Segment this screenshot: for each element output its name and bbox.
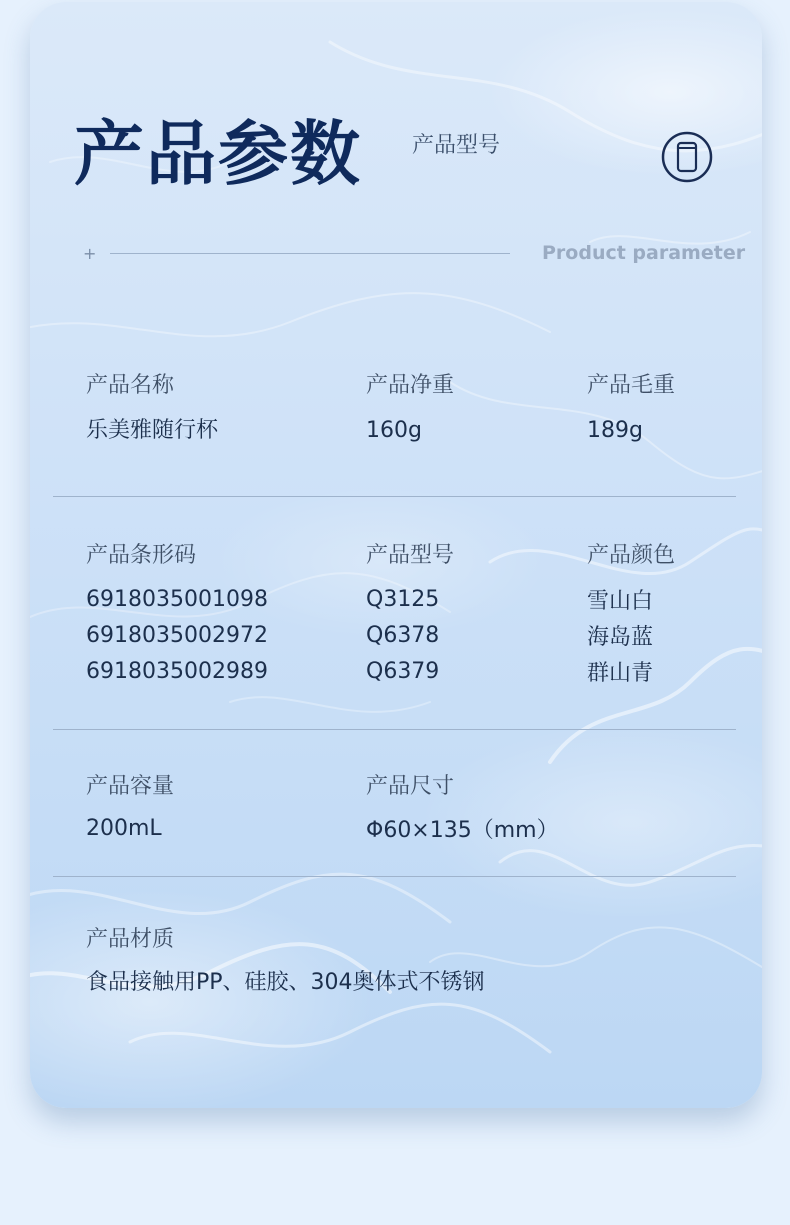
color-value: 群山青 bbox=[587, 661, 654, 686]
plus-mark: + bbox=[83, 244, 97, 263]
net-weight-value: 160g bbox=[366, 418, 422, 443]
color-label: 产品颜色 bbox=[587, 543, 676, 568]
model-number-value: Q6378 bbox=[366, 623, 440, 648]
gross-weight-value: 189g bbox=[587, 418, 643, 443]
model-number-value: Q6379 bbox=[366, 659, 440, 684]
gross-weight-label: 产品毛重 bbox=[587, 373, 676, 398]
net-weight-label: 产品净重 bbox=[366, 373, 455, 398]
name-label: 产品名称 bbox=[86, 373, 175, 398]
capacity-value: 200mL bbox=[86, 816, 162, 841]
model-label: 产品型号 bbox=[412, 133, 501, 158]
page-subtitle: Product parameter bbox=[542, 242, 746, 264]
barcode-value: 6918035002989 bbox=[86, 659, 268, 684]
barcode-value: 6918035001098 bbox=[86, 587, 268, 612]
model-number-label: 产品型号 bbox=[366, 543, 455, 568]
name-value: 乐美雅随行杯 bbox=[86, 418, 219, 443]
capacity-label: 产品容量 bbox=[86, 774, 175, 799]
size-value: Φ60×135（mm） bbox=[366, 818, 559, 843]
model-number-value: Q3125 bbox=[366, 587, 440, 612]
row-divider bbox=[53, 876, 736, 877]
parameter-card bbox=[30, 2, 762, 1108]
color-value: 雪山白 bbox=[587, 589, 654, 614]
barcode-label: 产品条形码 bbox=[86, 543, 197, 568]
row-divider bbox=[53, 496, 736, 497]
material-value: 食品接触用PP、硅胶、304奥体式不锈钢 bbox=[86, 970, 485, 995]
barcode-value: 6918035002972 bbox=[86, 623, 268, 648]
size-label: 产品尺寸 bbox=[366, 774, 455, 799]
color-value: 海岛蓝 bbox=[587, 625, 654, 650]
header-divider bbox=[110, 253, 510, 254]
cup-icon bbox=[661, 131, 713, 183]
material-label: 产品材质 bbox=[86, 927, 175, 952]
page-title: 产品参数 bbox=[74, 113, 362, 195]
row-divider bbox=[53, 729, 736, 730]
